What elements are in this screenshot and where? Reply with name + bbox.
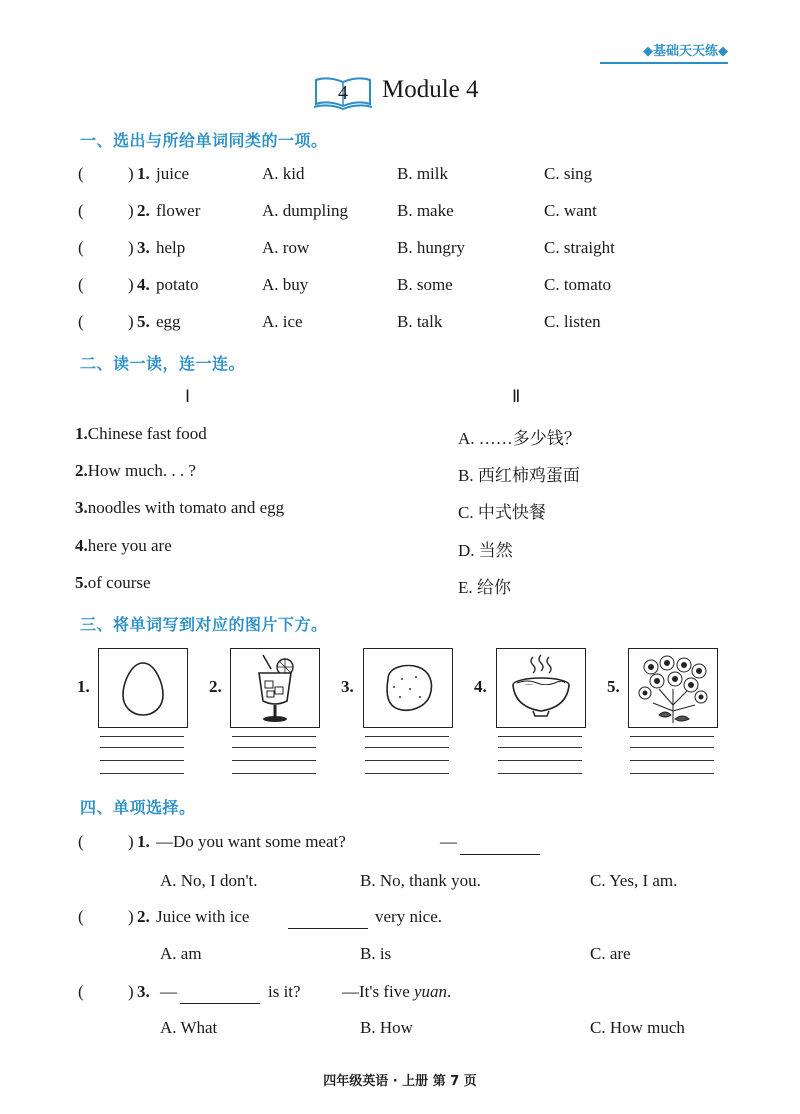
picture-frame-4 xyxy=(496,648,586,728)
option-b: B. No, thank you. xyxy=(360,871,481,890)
juice-with-ice-icon xyxy=(231,649,319,727)
answer-paren-open: ( xyxy=(78,238,84,257)
picture-number: 3. xyxy=(341,677,354,696)
option-a: A. No, I don't. xyxy=(160,871,258,890)
given-word: flower xyxy=(156,201,201,220)
picture-number: 2. xyxy=(209,677,222,696)
option-b: B. talk xyxy=(397,312,443,331)
question-text-end: very nice. xyxy=(375,907,443,926)
option-b: B. milk xyxy=(397,164,449,183)
open-book-icon xyxy=(312,74,374,110)
page-footer: 四年级英语 · 上册 第 7 页 xyxy=(323,1074,477,1089)
picture-frame-3 xyxy=(363,648,453,728)
question-text: Juice with ice xyxy=(156,907,250,926)
option-b: B. How xyxy=(360,1018,413,1037)
phrase: of course xyxy=(87,573,151,592)
section3-heading: 三、将单词写到对应的图片下方。 xyxy=(80,615,328,634)
picture-frame-5 xyxy=(628,648,718,728)
picture-number: 4. xyxy=(474,677,487,696)
question-text: —Do you want some meat? xyxy=(156,832,346,851)
item-number: 3. xyxy=(137,238,150,257)
answer-paren-close: ) xyxy=(128,238,134,257)
item-number: 2. xyxy=(137,907,150,926)
answer-paren-close: ) xyxy=(128,907,134,926)
answer-paren-close: ) xyxy=(128,982,134,1001)
item-number: 5. xyxy=(75,573,88,592)
option-b: B. make xyxy=(397,201,454,220)
option-c: C. How much xyxy=(590,1018,685,1037)
phrase: Chinese fast food xyxy=(87,424,207,443)
egg-icon xyxy=(99,649,187,727)
match-left-item-4 xyxy=(75,536,172,556)
given-word: egg xyxy=(156,312,181,331)
answer-paren-open: ( xyxy=(78,982,84,1001)
section1-heading: 一、选出与所给单词同类的一项。 xyxy=(80,131,328,150)
noodles-bowl-icon xyxy=(497,649,585,727)
option-c: C. sing xyxy=(544,164,593,183)
answer-blank xyxy=(288,912,368,929)
section4-heading: 四、单项选择。 xyxy=(80,798,196,817)
option-b: B. hungry xyxy=(397,238,465,257)
option-a: A. ice xyxy=(262,312,303,331)
item-number: 4. xyxy=(75,536,88,555)
item-number: 3. xyxy=(137,982,150,1001)
option-b: B. some xyxy=(397,275,453,294)
answer-paren-close: ) xyxy=(128,201,134,220)
item-number: 1. xyxy=(137,164,150,183)
option-c: C. tomato xyxy=(544,275,612,294)
match-left-item-5 xyxy=(75,573,151,593)
item-number: 2. xyxy=(75,461,88,480)
module-title: Module 4 xyxy=(382,76,479,103)
option-a: A. am xyxy=(160,944,202,963)
match-left-item-2 xyxy=(75,461,196,481)
option-a: A. What xyxy=(160,1018,218,1037)
answer-paren-close: ) xyxy=(128,832,134,851)
dash: — xyxy=(440,832,457,851)
series-tag: ◆基础天天练◆ xyxy=(643,44,728,59)
flowers-icon xyxy=(629,649,717,727)
option-a: A. buy xyxy=(262,275,309,294)
picture-number: 1. xyxy=(77,677,90,696)
tag-underline xyxy=(600,62,728,64)
option-b: B. is xyxy=(360,944,392,963)
phrase: here you are xyxy=(87,536,172,555)
match-right-item-c: C. 中式快餐 xyxy=(458,503,546,522)
item-number: 2. xyxy=(137,201,150,220)
match-right-item-d: D. 当然 xyxy=(458,541,513,560)
answer-paren-open: ( xyxy=(78,164,84,183)
option-c: C. straight xyxy=(544,238,615,257)
picture-frame-2 xyxy=(230,648,320,728)
option-a: A. kid xyxy=(262,164,305,183)
given-word: juice xyxy=(156,164,190,183)
question-text: is it? xyxy=(268,982,301,1001)
potato-icon xyxy=(364,649,452,727)
answer-paren-open: ( xyxy=(78,201,84,220)
answer-paren-open: ( xyxy=(78,907,84,926)
phrase: noodles with tomato and egg xyxy=(87,498,285,517)
item-number: 4. xyxy=(137,275,150,294)
match-left-item-1 xyxy=(75,424,207,444)
given-word: potato xyxy=(156,275,199,294)
match-right-item-b: B. 西红柿鸡蛋面 xyxy=(458,466,580,485)
answer-paren-close: ) xyxy=(128,164,134,183)
column-1-header: Ⅰ xyxy=(185,387,191,406)
answer-blank xyxy=(460,838,540,855)
answer-paren-open: ( xyxy=(78,275,84,294)
picture-frame-1 xyxy=(98,648,188,728)
answer-paren-close: ) xyxy=(128,312,134,331)
phrase: How much. . . ? xyxy=(87,461,196,480)
answer-text: —It's five yuan. xyxy=(342,982,452,1001)
picture-number: 5. xyxy=(607,677,620,696)
item-number: 1. xyxy=(137,832,150,851)
option-a: A. dumpling xyxy=(262,201,348,220)
option-c: C. want xyxy=(544,201,597,220)
option-c: C. are xyxy=(590,944,631,963)
section2-heading: 二、读一读，连一连。 xyxy=(80,354,246,373)
option-c: C. listen xyxy=(544,312,601,331)
match-left-item-3 xyxy=(75,498,284,518)
module-number: 4 xyxy=(338,82,348,104)
match-right-item-a: A. ……多少钱？ xyxy=(458,429,581,448)
option-c: C. Yes, I am. xyxy=(590,871,678,890)
answer-paren-close: ) xyxy=(128,275,134,294)
answer-blank xyxy=(180,987,260,1004)
item-number: 1. xyxy=(75,424,88,443)
given-word: help xyxy=(156,238,186,257)
currency-word: yuan xyxy=(414,982,448,1001)
item-number: 3. xyxy=(75,498,88,517)
answer-paren-open: ( xyxy=(78,312,84,331)
dash: — xyxy=(160,982,177,1001)
column-2-header: Ⅱ xyxy=(512,387,521,406)
option-a: A. row xyxy=(262,238,310,257)
match-right-item-e: E. 给你 xyxy=(458,578,511,597)
item-number: 5. xyxy=(137,312,150,331)
answer-paren-open: ( xyxy=(78,832,84,851)
